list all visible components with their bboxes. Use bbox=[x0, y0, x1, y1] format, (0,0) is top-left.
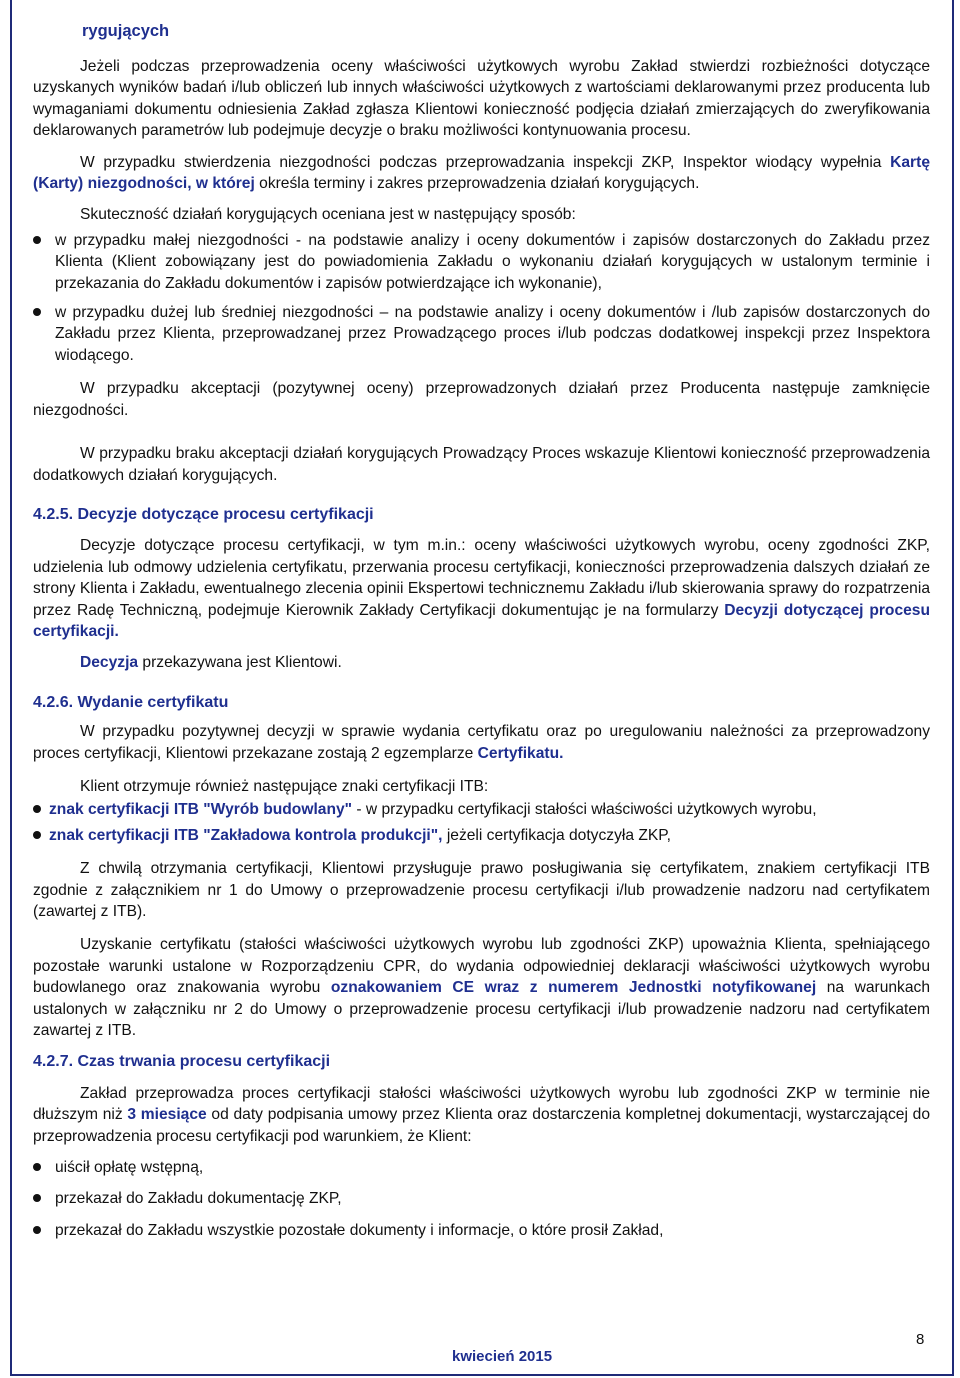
paragraph bbox=[33, 721, 930, 764]
paragraph: Jeżeli podczas przeprowadzenia oceny właściwości użytkowych wyrobu Zakład stwierdzi rozbieżności dotyczące uzyskanych wyników badań i/lub obliczeń lub innych właściwości użytkowych z wartościami deklarowanymi przez producenta lub wymaganiami dokumentu odniesienia Zakład zgłasza Klientowi konieczność podjęcia działań zmierzających do zweryfikowania deklarowanych parametrów lub podejmuje decyzje o braku możliwości kontynuowania procesu. bbox=[33, 58, 930, 140]
bullet-icon bbox=[33, 805, 41, 813]
list-item bbox=[33, 825, 930, 846]
bullet-icon bbox=[33, 236, 41, 244]
list-item bbox=[33, 1220, 930, 1241]
highlight-text: Decyzja bbox=[80, 654, 139, 672]
list-item-text: w przypadku małej niezgodności - na podstawie analizy i oceny dokumentów i zapisów dostarczonych do Zakładu przez Klienta (Klient zobowiązany jest do powiadomienia Zakładu o wykonaniu działań korygujących w ustalonym terminie i przekazania do Zakładu dokumentów i zapisów potwierdzające ich wykonanie), bbox=[55, 231, 930, 292]
list-item bbox=[33, 1157, 930, 1178]
paragraph: Klient otrzymuje również następujące znaki certyfikacji ITB: bbox=[80, 777, 489, 795]
text: Uzyskanie certyfikatu (stałości właściwości użytkowych wyrobu lub zgodności ZKP) upoważnia Klienta, spełniającego pozostałe warunki ustalone w Rozporządzeniu CPR, do wydania odpowiedniej deklaracji właściwości użytkowych wyrobu budowlanego oraz znakowania wyrobu bbox=[33, 936, 930, 997]
highlight-text: oznakowaniem CE wraz z numerem Jednostki notyfikowanej bbox=[330, 979, 817, 997]
text: Zakład przeprowadza proces certyfikacji stałości właściwości użytkowych wyrobu lub zgodności ZKP w terminie nie dłuższym niż bbox=[33, 1084, 930, 1124]
bullet-icon bbox=[33, 831, 41, 839]
document-body bbox=[33, 20, 930, 1241]
text: od daty podpisania umowy przez Klienta oraz dostarczenia kompletnej dokumentacji, wystarczającej do przeprowadzenia procesu certyfikacji pod warunkiem, że Klient: bbox=[33, 1106, 930, 1145]
highlight-text: Kartę (Karty) niezgodności, w której bbox=[33, 153, 930, 193]
section-heading-fragment: rygujących bbox=[82, 22, 170, 40]
highlight-text: znak certyfikacji ITB "Wyrób budowlany" bbox=[49, 801, 353, 819]
paragraph bbox=[33, 1083, 930, 1147]
paragraph: Z chwilą otrzymania certyfikacji, Klientowi przysługuje prawo posługiwania się certyfikatem, znakiem certyfikacji ITB zgodnie z załącznikiem nr 1 do Umowy o przeprowadzenie procesu certyfikacji i/lub prowadzenie nadzoru nad certyfikatem (zawartej z ITB). bbox=[33, 860, 930, 920]
list-item-text: jeżeli certyfikacja dotyczyła ZKP, bbox=[442, 826, 671, 844]
bullet-list bbox=[33, 1157, 930, 1241]
list-item bbox=[33, 302, 930, 366]
list-item bbox=[33, 230, 930, 294]
text: przekazywana jest Klientowi. bbox=[138, 654, 342, 672]
paragraph bbox=[33, 535, 930, 642]
highlight-text: Certyfikatu. bbox=[477, 744, 564, 762]
page-number: 8 bbox=[916, 1331, 925, 1348]
list-item-text: przekazał do Zakładu dokumentację ZKP, bbox=[55, 1190, 342, 1208]
paragraph: W przypadku akceptacji (pozytywnej oceny) przeprowadzonych działań przez Producenta następuje zamknięcie niezgodności. bbox=[33, 380, 930, 419]
section-heading-4-2-5: 4.2.5. Decyzje dotyczące procesu certyfikacji bbox=[33, 505, 374, 523]
bullet-icon bbox=[33, 1163, 41, 1171]
bullet-list bbox=[33, 230, 930, 366]
section-heading-4-2-7: 4.2.7. Czas trwania procesu certyfikacji bbox=[33, 1053, 331, 1071]
paragraph: Skuteczność działań korygujących oceniana jest w następujący sposób: bbox=[80, 206, 576, 224]
bullet-list bbox=[33, 799, 930, 846]
text: W przypadku stwierdzenia niezgodności podczas przeprowadzania inspekcji ZKP, Inspektor wiodący wypełnia bbox=[80, 153, 891, 171]
text: na warunkach ustalonych w załączniku nr 2 do Umowy o przeprowadzenie procesu certyfikacji i/lub prowadzenie nadzoru nad certyfikatem zawartej z ITB. bbox=[33, 979, 930, 1040]
section-heading-4-2-6: 4.2.6. Wydanie certyfikatu bbox=[33, 693, 229, 711]
bullet-icon bbox=[33, 1226, 41, 1234]
paragraph bbox=[33, 934, 930, 1041]
list-item-text: - w przypadku certyfikacji stałości właściwości użytkowych wyrobu, bbox=[352, 801, 817, 819]
text: W przypadku pozytywnej decyzji w sprawie wydania certyfikatu oraz po uregulowaniu należności za przeprowadzony proces certyfikacji, Klientowi przekazane zostają 2 egzemplarze bbox=[33, 723, 930, 762]
list-item-text: uiścił opłatę wstępną, bbox=[55, 1159, 204, 1177]
list-item bbox=[33, 799, 930, 820]
highlight-text: Decyzji dotyczącej procesu certyfikacji. bbox=[33, 601, 930, 640]
paragraph: W przypadku braku akceptacji działań korygujących Prowadzący Proces wskazuje Klientowi konieczność przeprowadzenia dodatkowych działań korygujących. bbox=[33, 445, 930, 484]
text: określa terminy i zakres przeprowadzenia działań korygujących. bbox=[254, 175, 700, 193]
text: Decyzje dotyczące procesu certyfikacji, w tym m.in.: oceny właściwości użytkowych wyrobu, oceny zgodności ZKP, udzielenia lub odmowy udzielenia certyfikatu, przerwania procesu certyfikacji, konieczności przeprowadzenia dalszych działań ze strony Klienta i Zakładu, ewentualnego zlecenia opinii Ekspertowi technicznemu Zakładu i/lub skierowania sprawy do rozpatrzenia przez Radę Techniczną, podejmuje Kierownik Zakłady Certyfikacji dokumentując je na formularzy bbox=[33, 537, 930, 619]
highlight-text: 3 miesiące bbox=[127, 1106, 207, 1124]
list-item-text: w przypadku dużej lub średniej niezgodności – na podstawie analizy i oceny dokumentów i /lub zapisów dostarczonych do Zakładu przez Klienta, przeprowadzanej przez Prowadzącego proces i/lub podczas dodatkowej inspekcji przez Inspektora wiodącego. bbox=[55, 304, 930, 364]
bullet-icon bbox=[33, 308, 41, 316]
footer-date: kwiecień 2015 bbox=[452, 1348, 553, 1365]
highlight-text: znak certyfikacji ITB "Zakładowa kontrola produkcji", bbox=[49, 826, 443, 844]
paragraph bbox=[33, 652, 930, 673]
list-item-text: przekazał do Zakładu wszystkie pozostałe dokumenty i informacje, o które prosił Zakład, bbox=[55, 1221, 664, 1239]
bullet-icon bbox=[33, 1194, 41, 1202]
list-item bbox=[33, 1188, 930, 1209]
paragraph bbox=[33, 152, 930, 195]
